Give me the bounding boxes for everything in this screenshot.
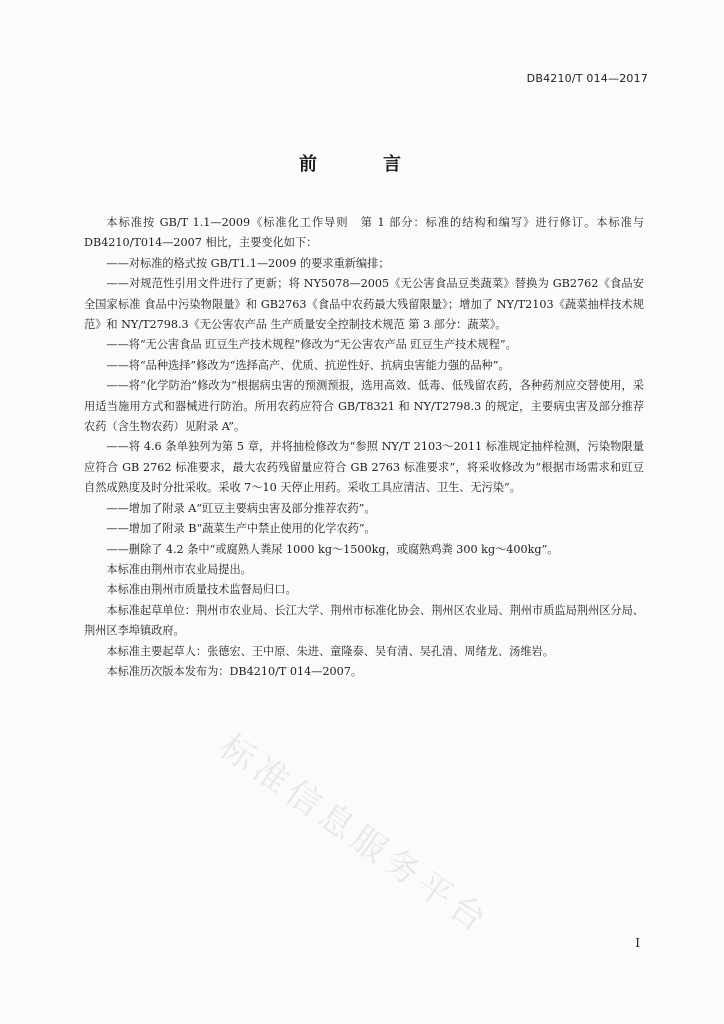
paragraph: ——增加了附录 B“蔬菜生产中禁止使用的化学农药”。 bbox=[106, 522, 376, 536]
paragraph: 本标准按 GB/T 1.1—2009《标准化工作导则 第 1 部分：标准的结构和编写》进行修订。本标准与 DB4210/T014—2007 相比，主要变化如下： bbox=[84, 216, 644, 250]
paragraph: ——对规范性引用文件进行了更新；将 NY5078—2005《无公害食品豆类蔬菜》替换为 GB2762《食品安全国家标准 食品中污染物限量》和 GB2763《食品中农药最大残留限量》；增加了 NY/T2103《蔬菜抽样技术规范》和 NY/T2798.3《无公害农产品 生产质量安全控制技术规范 第 3 部分：蔬菜》。 bbox=[84, 277, 644, 332]
page-number: I bbox=[635, 936, 640, 950]
paragraph: ——将“无公害食品 豇豆生产技术规程”修改为“无公害农产品 豇豆生产技术规程”。 bbox=[106, 338, 517, 352]
paragraph: ——将“品种选择”修改为“选择高产、优质、抗逆性好、抗病虫害能力强的品种”。 bbox=[106, 358, 510, 372]
body-text bbox=[84, 213, 644, 682]
paragraph: 本标准历次版本发布为：DB4210/T 014—2007。 bbox=[106, 664, 363, 678]
paragraph: ——删除了 4.2 条中“或腐熟人粪尿 1000 kg～1500kg，或腐熟鸡粪 300 kg～400kg”。 bbox=[106, 542, 559, 556]
paragraph: 本标准由荆州市质量技术监督局归口。 bbox=[106, 583, 297, 597]
paragraph: ——增加了附录 A“豇豆主要病虫害及部分推荐农药”。 bbox=[106, 501, 376, 515]
paragraph: 本标准起草单位：荆州市农业局、长江大学、荆州市标准化协会、荆州区农业局、荆州市质监局荆州区分局、荆州区李埠镇政府。 bbox=[84, 603, 644, 638]
watermark: 标准信息服务平台 bbox=[212, 726, 498, 943]
paragraph: 本标准由荆州市农业局提出。 bbox=[106, 562, 252, 576]
page-title: 前 言 bbox=[299, 154, 425, 175]
paragraph: ——对标准的格式按 GB/T1.1—2009 的要求重新编排； bbox=[106, 256, 390, 270]
paragraph: 本标准主要起草人：张德宏、王中原、朱进、童隆泰、吴有清、吴孔清、周绪龙、汤维岩。 bbox=[106, 644, 554, 658]
paragraph: ——将“化学防治”修改为“根据病虫害的预测预报，选用高效、低毒、低残留农药，各种药剂应交替使用，采用适当施用方式和器械进行防治。所用农药应符合 GB/T8321 和 NY/T2798.3 的规定，主要病虫害及部分推荐农药（含生物农药）见附录 A”。 bbox=[84, 379, 644, 434]
document-id: DB4210/T 014—2017 bbox=[526, 72, 648, 85]
paragraph: ——将 4.6 条单独列为第 5 章，并将抽检修改为“参照 NY/T 2103～2011 标准规定抽样检测，污染物限量应符合 GB 2762 标准要求，最大农药残留量应符合 GB 2763 标准要求”，将采收修改为“根据市场需求和豇豆自然成熟度及时分批采收。采收 7～10 天停止用药。采收工具应清洁、卫生、无污染”。 bbox=[84, 440, 644, 495]
